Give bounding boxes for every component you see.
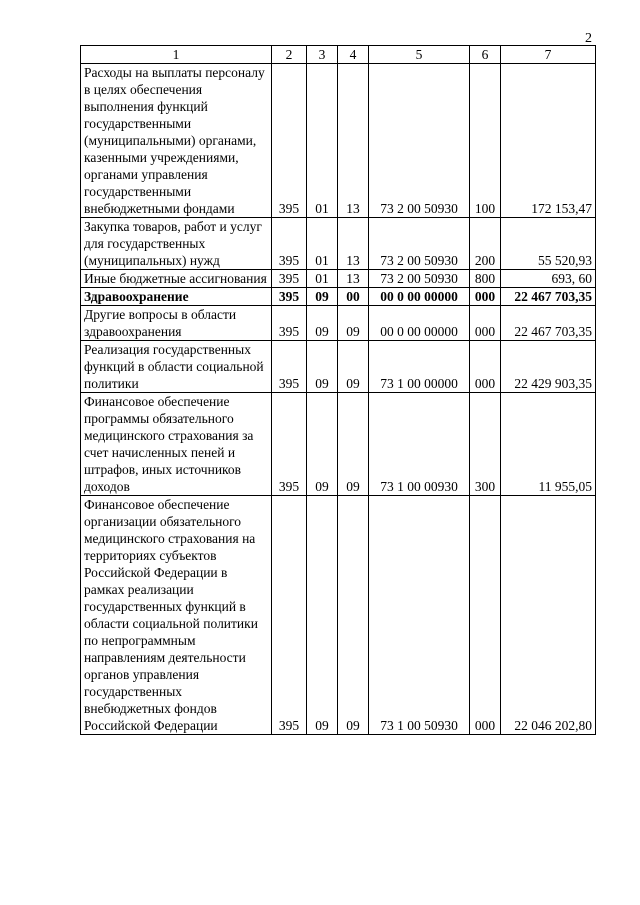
row-col-6: 000 (470, 306, 501, 341)
row-col-4: 09 (338, 496, 369, 735)
row-col-7: 693, 60 (501, 270, 596, 288)
row-col-2: 395 (272, 341, 307, 393)
budget-table (80, 45, 596, 735)
row-col-6: 000 (470, 288, 501, 306)
row-col-2: 395 (272, 270, 307, 288)
row-col-7: 22 467 703,35 (501, 306, 596, 341)
row-col-7: 22 467 703,35 (501, 288, 596, 306)
table-row (81, 393, 596, 496)
row-col-7: 172 153,47 (501, 64, 596, 218)
row-col-3: 09 (307, 288, 338, 306)
row-col-3: 09 (307, 341, 338, 393)
table-row (81, 218, 596, 270)
row-col-4: 09 (338, 341, 369, 393)
row-col-7: 11 955,05 (501, 393, 596, 496)
row-col-3: 09 (307, 496, 338, 735)
row-col-3: 01 (307, 218, 338, 270)
row-col-6: 100 (470, 64, 501, 218)
row-name: Расходы на выплаты персоналу в целях обеспечения выполнения функций государственными (муниципальными) органами, казенными учреждениями, органами управления государственными внебюджетными фондами (81, 64, 272, 218)
row-col-4: 09 (338, 393, 369, 496)
row-col-6: 300 (470, 393, 501, 496)
row-col-5: 73 2 00 50930 (369, 218, 470, 270)
row-col-2: 395 (272, 393, 307, 496)
row-col-2: 395 (272, 306, 307, 341)
row-name: Закупка товаров, работ и услуг для государственных (муниципальных) нужд (81, 218, 272, 270)
row-col-5: 00 0 00 00000 (369, 288, 470, 306)
row-col-5: 73 2 00 50930 (369, 270, 470, 288)
row-col-7: 22 429 903,35 (501, 341, 596, 393)
row-col-2: 395 (272, 64, 307, 218)
row-col-4: 09 (338, 306, 369, 341)
row-name: Финансовое обеспечение программы обязательного медицинского страхования за счет начисленных пеней и штрафов, иных источников доходов (81, 393, 272, 496)
row-col-6: 000 (470, 341, 501, 393)
row-name: Иные бюджетные ассигнования (81, 270, 272, 288)
row-col-5: 00 0 00 00000 (369, 306, 470, 341)
table-row (81, 270, 596, 288)
header-col-3: 3 (307, 46, 338, 64)
header-col-7: 7 (501, 46, 596, 64)
row-col-2: 395 (272, 288, 307, 306)
row-name: Здравоохранение (81, 288, 272, 306)
row-col-2: 395 (272, 496, 307, 735)
table-row (81, 306, 596, 341)
row-name: Реализация государственных функций в области социальной политики (81, 341, 272, 393)
row-col-4: 13 (338, 270, 369, 288)
header-col-2: 2 (272, 46, 307, 64)
row-col-7: 55 520,93 (501, 218, 596, 270)
row-col-5: 73 1 00 50930 (369, 496, 470, 735)
table-header-row (81, 46, 596, 64)
row-col-5: 73 1 00 00000 (369, 341, 470, 393)
header-col-4: 4 (338, 46, 369, 64)
header-col-5: 5 (369, 46, 470, 64)
header-col-1: 1 (81, 46, 272, 64)
row-name: Другие вопросы в области здравоохранения (81, 306, 272, 341)
row-col-4: 13 (338, 218, 369, 270)
row-name: Финансовое обеспечение организации обязательного медицинского страхования на территориях субъектов Российской Федерации в рамках реализации государственных функций в области социальной политики по непрограммным направлениям деятельности органов управления государственных внебюджетных фондов Российской Федерации (81, 496, 272, 735)
table-row (81, 496, 596, 735)
row-col-4: 00 (338, 288, 369, 306)
row-col-5: 73 1 00 00930 (369, 393, 470, 496)
row-col-6: 200 (470, 218, 501, 270)
row-col-5: 73 2 00 50930 (369, 64, 470, 218)
row-col-3: 09 (307, 393, 338, 496)
row-col-3: 01 (307, 64, 338, 218)
table-row-section-total (81, 288, 596, 306)
table-row (81, 64, 596, 218)
row-col-6: 000 (470, 496, 501, 735)
table-row (81, 341, 596, 393)
row-col-6: 800 (470, 270, 501, 288)
row-col-3: 01 (307, 270, 338, 288)
page-number: 2 (585, 31, 592, 46)
row-col-7: 22 046 202,80 (501, 496, 596, 735)
row-col-2: 395 (272, 218, 307, 270)
row-col-4: 13 (338, 64, 369, 218)
row-col-3: 09 (307, 306, 338, 341)
header-col-6: 6 (470, 46, 501, 64)
